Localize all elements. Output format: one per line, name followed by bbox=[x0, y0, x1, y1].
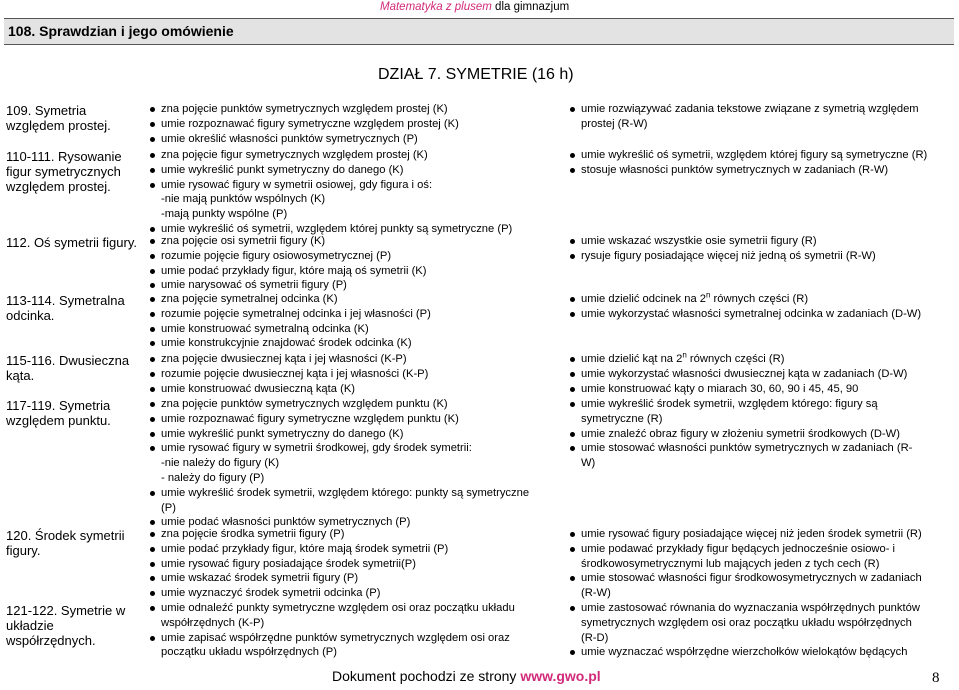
requirement-item: umie zastosować równania do wyznaczania współrzędnych punktów bbox=[568, 601, 954, 616]
row-113-extended-requirements bbox=[568, 292, 954, 322]
superscript-n: n bbox=[706, 290, 711, 300]
row-115-basic-requirements bbox=[148, 352, 560, 396]
brand-suffix: dla gimnazjum bbox=[491, 1, 570, 13]
requirement-item: umie określić własności punktów symetrycznych (P) bbox=[148, 132, 560, 147]
requirement-continuation: współrzędnych (K-P) bbox=[161, 616, 265, 629]
requirement-continuation: (P) bbox=[161, 501, 176, 514]
row-120-basic-requirements bbox=[148, 527, 560, 601]
requirement-item: umie stosować własności figur środkowosymetrycznych w zadaniach bbox=[568, 571, 954, 586]
row-109-basic-requirements bbox=[148, 102, 560, 146]
row-121-extended-requirements bbox=[568, 601, 954, 660]
requirement-item: umie rysować figury posiadające więcej niż jeden środek symetrii (R) bbox=[568, 527, 954, 542]
requirement-item: umie wykreślić punkt symetryczny do danego (K) bbox=[148, 163, 560, 178]
requirement-item: umie wykreślić środek symetrii, względem którego: figury są bbox=[568, 397, 954, 412]
row-109-extended-requirements bbox=[568, 102, 954, 132]
requirement-item: zna pojęcie środka symetrii figury (P) bbox=[148, 527, 560, 542]
row-117-extended-requirements bbox=[568, 397, 954, 471]
requirement-subitem: -mają punkty wspólne (P) bbox=[161, 208, 288, 221]
requirement-item: umie wykreślić środek symetrii, względem którego: punkty są symetryczne bbox=[148, 486, 560, 501]
requirement-item: umie rysować figury w symetrii środkowej, gdy środek symetrii: bbox=[148, 441, 560, 456]
requirement-item: umie wyznaczać współrzędne wierzchołków wielokątów będących bbox=[568, 645, 954, 660]
requirement-item: umie podać przykłady figur, które mają środek symetrii (P) bbox=[148, 542, 560, 557]
source-link[interactable]: www.gwo.pl bbox=[520, 668, 601, 684]
row-113-basic-requirements bbox=[148, 292, 560, 351]
topic-115-116: 115-116. Dwusieczna kąta. bbox=[6, 353, 130, 383]
row-117-basic-requirements bbox=[148, 397, 560, 530]
requirement-item: umie wykreślić oś symetrii, względem której punkty są symetryczne (P) bbox=[148, 222, 560, 237]
requirement-item: umie wykorzystać własności dwusiecznej kąta w zadaniach (D-W) bbox=[568, 367, 954, 382]
requirement-item: umie konstruować symetralną odcinka (K) bbox=[148, 322, 560, 337]
section-title: DZIAŁ 7. SYMETRIE (16 h) bbox=[378, 66, 574, 83]
requirement-item: umie rysować figury posiadające środek symetrii(P) bbox=[148, 557, 560, 572]
requirement-item: zna pojęcie figur symetrycznych względem prostej (K) bbox=[148, 148, 560, 163]
row-112-extended-requirements bbox=[568, 234, 954, 264]
topic-113-114: 113-114. Symetralna odcinka. bbox=[6, 293, 125, 323]
row-115-extended-requirements bbox=[568, 352, 954, 396]
requirement-item: zna pojęcie osi symetrii figury (K) bbox=[148, 234, 560, 249]
requirement-item: umie wykreślić punkt symetryczny do danego (K) bbox=[148, 427, 560, 442]
brand-name: Matematyka z plusem bbox=[380, 1, 492, 13]
lesson-title-bar bbox=[4, 18, 954, 45]
requirement-item: umie konstruować kąty o miarach 30, 60, 90 i 45, 45, 90 bbox=[568, 382, 954, 397]
requirement-item: umie wyznaczyć środek symetrii odcinka (P) bbox=[148, 586, 560, 601]
requirement-item: umie wskazać środek symetrii figury (P) bbox=[148, 571, 560, 586]
requirement-continuation: środkowosymetrycznymi lub mających jeden z tych cech (R) bbox=[581, 557, 880, 570]
requirement-item: umie konstrukcyjnie znajdować środek odcinka (K) bbox=[148, 336, 560, 351]
requirement-item: umie odnaleźć punkty symetryczne względem osi oraz początku układu bbox=[148, 601, 560, 616]
requirement-item: umie zapisać współrzędne punktów symetrycznych względem osi oraz bbox=[148, 631, 560, 646]
requirement-item: rozumie pojęcie figury osiowosymetrycznej (P) bbox=[148, 249, 560, 264]
requirement-continuation: (R-W) bbox=[581, 587, 611, 600]
page-number: 8 bbox=[932, 670, 940, 686]
requirement-continuation: symetryczne (R) bbox=[581, 412, 663, 425]
requirement-item: umie rysować figury w symetrii osiowej, gdy figura i oś: bbox=[148, 178, 560, 193]
requirement-subitem: -nie mają punktów wspólnych (K) bbox=[161, 193, 326, 206]
row-120-extended-requirements bbox=[568, 527, 954, 601]
requirement-item: rozumie pojęcie dwusiecznej kąta i jej własności (K-P) bbox=[148, 367, 560, 382]
row-110-basic-requirements bbox=[148, 148, 560, 237]
requirement-item: umie rozpoznawać figury symetryczne względem punktu (K) bbox=[148, 412, 560, 427]
requirement-subitem: - należy do figury (P) bbox=[161, 471, 265, 484]
requirement-item: umie rozpoznawać figury symetryczne względem prostej (K) bbox=[148, 117, 560, 132]
source-note: Dokument pochodzi ze strony www.gwo.pl bbox=[332, 668, 601, 684]
requirement-item: rysuje figury posiadające więcej niż jedną oś symetrii (R-W) bbox=[568, 249, 954, 264]
requirement-item: umie znaleźć obraz figury w złożeniu symetrii środkowych (D-W) bbox=[568, 427, 954, 442]
topic-110-111: 110-111. Rysowanie figur symetrycznych względem prostej. bbox=[6, 149, 122, 194]
superscript-n: n bbox=[682, 350, 687, 360]
requirement-item: umie narysować oś symetrii figury (P) bbox=[148, 278, 560, 293]
lesson-title: 108. Sprawdzian i jego omówienie bbox=[8, 23, 234, 39]
requirement-continuation: W) bbox=[581, 457, 596, 470]
requirement-item: umie wykreślić oś symetrii, względem której figury są symetryczne (R) bbox=[568, 148, 954, 163]
requirement-item: zna pojęcie dwusiecznej kąta i jej własności (K-P) bbox=[148, 352, 560, 367]
topic-117-119: 117-119. Symetria względem punktu. bbox=[6, 398, 111, 428]
requirement-item: stosuje własności punktów symetrycznych w zadaniach (R-W) bbox=[568, 163, 954, 178]
requirement-item: zna pojęcie punktów symetrycznych względem prostej (K) bbox=[148, 102, 560, 117]
requirement-continuation: (R-D) bbox=[581, 631, 609, 644]
topic-121-122: 121-122. Symetrie w układzie współrzędnych. bbox=[6, 603, 126, 648]
requirement-item: rozumie pojęcie symetralnej odcinka i jej własności (P) bbox=[148, 307, 560, 322]
row-110-extended-requirements bbox=[568, 148, 954, 178]
row-112-basic-requirements bbox=[148, 234, 560, 293]
requirement-item: umie stosować własności punktów symetrycznych w zadaniach (R- bbox=[568, 441, 954, 456]
requirement-item: zna pojęcie punktów symetrycznych względem punktu (K) bbox=[148, 397, 560, 412]
row-121-basic-requirements bbox=[148, 601, 560, 660]
topic-112: 112. Oś symetrii figury. bbox=[6, 235, 137, 250]
requirement-item: umie podać przykłady figur, które mają oś symetrii (K) bbox=[148, 264, 560, 279]
requirement-item: umie rozwiązywać zadania tekstowe związane z symetrią względem prostej (R-W) bbox=[568, 102, 954, 132]
requirement-item: umie dzielić odcinek na 2$^n$ równych części (R) bbox=[568, 292, 954, 307]
publication-header bbox=[380, 1, 569, 13]
topic-120: 120. Środek symetrii figury. bbox=[6, 528, 125, 558]
requirement-subitem: -nie należy do figury (K) bbox=[161, 457, 280, 470]
requirement-item: umie podawać przykłady figur będących jednocześnie osiowo- i bbox=[568, 542, 954, 557]
requirement-item: umie konstruować dwusieczną kąta (K) bbox=[148, 382, 560, 397]
requirement-item: umie wskazać wszystkie osie symetrii figury (R) bbox=[568, 234, 954, 249]
requirement-item: umie wykorzystać własności symetralnej odcinka w zadaniach (D-W) bbox=[568, 307, 954, 322]
requirement-item: zna pojęcie symetralnej odcinka (K) bbox=[148, 292, 560, 307]
requirement-continuation: początku układu współrzędnych (P) bbox=[161, 646, 337, 659]
requirement-item: umie dzielić kąt na 2$^n$ równych części (R) bbox=[568, 352, 954, 367]
topic-109: 109. Symetria względem prostej. bbox=[6, 103, 111, 133]
requirement-continuation: symetrycznych względem osi oraz początku układu współrzędnych bbox=[581, 616, 912, 629]
requirement-item: umie podać własności punktów symetrycznych (P) bbox=[148, 515, 560, 530]
